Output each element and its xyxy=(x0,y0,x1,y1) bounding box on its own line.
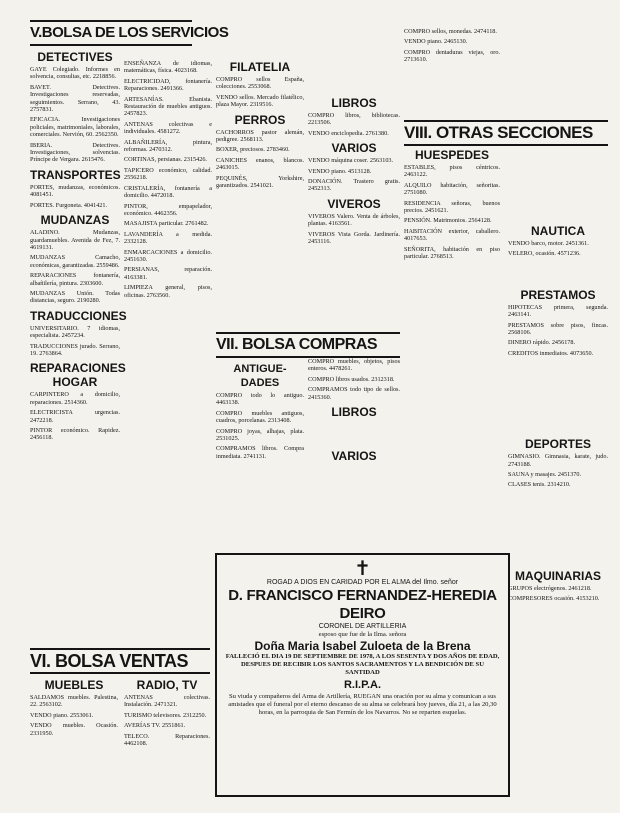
compras-left xyxy=(216,358,304,465)
ad-huespedes-3: RESIDENCIA señoras, buenos precios. 2451621. xyxy=(404,199,500,215)
ad-huespedes-5: HABITACIÓN exterior, caballero. 4017653. xyxy=(404,227,500,243)
ad-transportes-2: PORTES. Furgoneta. 4041421. xyxy=(30,201,108,209)
ad-radio-3: AVERÍAS TV. 2551861. xyxy=(124,722,186,730)
section-title-otras: VIII. OTRAS SECCIONES xyxy=(404,120,608,146)
ad-compras-6: COMPRO libros usados. 2312318. xyxy=(308,375,395,383)
ad-detectives-1: GAYE Colegiado. Informes en solvencia, consultas, etc. 2218856. xyxy=(30,66,120,81)
heading-deportes: DEPORTES xyxy=(524,437,591,452)
ad-huespedes-1: ESTABLES, pisos céntricos. 2463122. xyxy=(404,164,500,179)
section-title-servicios: V.BOLSA DE LOS SERVICIOS xyxy=(30,20,192,46)
ad-reparaciones-3: PINTOR económico. Rapidez. 2456118. xyxy=(30,427,120,442)
ad-transportes-1: PORTES, mudanzas, económicos. 4081451. xyxy=(30,183,120,199)
ad-deportes-2: SAUNA y masajes. 2451370. xyxy=(508,471,582,479)
heading-radio-tv: RADIO, TV xyxy=(136,678,198,692)
ad-radio-2: TURISMO televisores. 2312250. xyxy=(124,711,207,719)
ad-radio-4: TELECO. Reparaciones. 4462108. xyxy=(124,732,210,748)
ad-deportes-3: CLASES tenis. 2314210. xyxy=(508,481,571,489)
column-3 xyxy=(216,20,304,192)
otras-block xyxy=(404,120,608,146)
ad-libros-2: VENDO enciclopedia. 2761380. xyxy=(308,129,389,137)
ad-col2-4: ANTENAS colectivas e individuales. 4581272. xyxy=(124,120,212,136)
ad-compras-5: COMPRO muebles, objetos, pisos enteros. 4478261. xyxy=(308,358,400,373)
ad-detectives-3: EFICACIA. Investigaciones policiales, matrimoniales, laborales, comerciales. Nervión, 60. 2562350. xyxy=(30,116,120,139)
obituary-title: CORONEL DE ARTILLERIA xyxy=(318,623,407,630)
heading-traducciones: TRADUCCIONES xyxy=(30,308,127,323)
ad-prestamos-2: PRESTAMOS sobre pisos, fincas. 2568106. xyxy=(508,321,608,337)
heading-antiguedades: ANTIGUE-DADES xyxy=(233,363,287,389)
heading-transportes: TRANSPORTES xyxy=(30,167,121,182)
ad-nautica-1: VENDO barco, motor. 2451361. xyxy=(508,240,589,247)
ad-viveros-1: VIVEROS Valero. Venta de árboles, plantas. 4163561. xyxy=(308,212,400,228)
obituary-rip: R.I.P.A. xyxy=(343,679,382,691)
ad-compras-2: COMPRO muebles antiguos, cuadros, porcelanas. 2313408. xyxy=(216,409,304,425)
ad-filatelia-1: COMPRO sellos España, colecciones. 2553068. xyxy=(216,76,304,91)
ad-col2-7: TAPICERO económico, calidad. 2556218. xyxy=(124,166,212,182)
ad-reparaciones-1: CARPINTERO a domicilio, reparaciones. 2514360. xyxy=(30,391,120,406)
ad-huespedes-4: PENSIÓN. Matrimonios. 2564128. xyxy=(404,217,492,225)
compras-columns xyxy=(216,358,400,465)
obituary-name: D. FRANCISCO FERNANDEZ-HEREDIA DEIRO xyxy=(228,587,497,622)
heading-varios: VARIOS xyxy=(331,141,377,156)
ad-compras-4: COMPRAMOS libros. Compra inmediata. 2741131. xyxy=(216,445,304,460)
ad-col2-1: ENSEÑANZA de idiomas, matemáticas, física. 4023168. xyxy=(124,60,212,75)
ad-col5-top-1: COMPRO sellos, monedas. 2474118. xyxy=(404,28,497,35)
section-title-compras: VII. BOLSA COMPRAS xyxy=(216,332,400,358)
compras-block xyxy=(216,332,400,465)
cross-icon: ✝ xyxy=(354,558,371,580)
ad-col2-12: ENMARCACIONES a domicilio. 2451630. xyxy=(124,248,212,263)
ad-reparaciones-2: ELECTRICISTA urgencias. 2472218. xyxy=(30,409,120,424)
ad-detectives-4: IBERIA. Detectives. Investigaciones, solvencias. Príncipe de Vergara. 2615476. xyxy=(30,141,120,164)
ad-filatelia-2: VENDO sellos. Mercado filatélico, plaza Mayor. 2319516. xyxy=(216,93,304,109)
obituary-spouse-intro: esposo que fue de la Ilma. señora xyxy=(318,631,407,638)
ad-varios-1: VENDO máquina coser. 2563103. xyxy=(308,157,394,165)
ad-varios-2: VENDO piano. 4513128. xyxy=(308,167,372,175)
ad-muebles-2: VENDO piano. 2553061. xyxy=(30,711,94,719)
heading-filatelia: FILATELIA xyxy=(229,60,291,74)
ad-maquinarias-1: GRUPOS electrógenos. 2461218. xyxy=(508,584,592,592)
column-5 xyxy=(404,20,500,67)
heading-prestamos: PRESTAMOS xyxy=(520,287,596,302)
heading-huespedes: HUESPEDES xyxy=(414,148,490,162)
ventas-muebles xyxy=(30,674,118,750)
ad-col2-11: LAVANDERÍA a medida. 2332128. xyxy=(124,230,212,246)
ad-mudanzas-2: MUDANZAS Camacho, económicas, garantizadas. 2559486. xyxy=(30,254,120,269)
ad-col2-9: PINTOR, empapelador, económico. 4462356. xyxy=(124,202,212,217)
ad-col5-top-2: VENDO piano. 2465130. xyxy=(404,38,468,46)
ad-viveros-2: VIVEROS Vista Gorda. Jardinería. 2453116. xyxy=(308,230,400,246)
ad-col2-3: ARTESANÍAS. Ebanista. Restauración de muebles antiguos. 2457823. xyxy=(124,95,212,118)
obituary-spouse: Doña Maria Isabel Zuloeta de la Brena xyxy=(254,639,471,653)
heading-perros: PERROS xyxy=(234,112,286,127)
ad-deportes-1: GIMNASIO. Gimnasia, karate, judo. 2743188. xyxy=(508,453,608,468)
heading-libros-compras: LIBROS xyxy=(331,405,377,420)
ventas-block xyxy=(30,648,210,750)
ad-col2-14: LIMPIEZA general, pisos, oficinas. 2763560. xyxy=(124,284,212,299)
ad-traducciones-2: TRADUCCIONES jurado. Serrano, 19. 2763864. xyxy=(30,342,120,357)
ad-compras-1: COMPRO todo lo antiguo. 4463138. xyxy=(216,392,304,407)
ad-libros-1: COMPRO libros, bibliotecas. 2213506. xyxy=(308,112,400,127)
ad-compras-7: COMPRAMOS todo tipo de sellos. 2415360. xyxy=(308,386,400,401)
classifieds-page xyxy=(30,20,608,800)
ad-prestamos-4: CREDITOS inmediatos. 4073650. xyxy=(508,349,594,357)
ad-mudanzas-1: ALADINO. Mudanzas, guardamuebles. Avenida de Fez, 7. 4619131. xyxy=(30,229,120,251)
ad-perros-1: CACHORROS pastor alemán, pedigree. 2568113. xyxy=(216,128,304,144)
ad-col5-top-3: COMPRO dentaduras viejas, oro. 2713610. xyxy=(404,48,500,64)
huespedes-block xyxy=(404,144,500,263)
column-6 xyxy=(508,220,608,606)
ad-traducciones-1: UNIVERSITARIO. 7 idiomas, especialista. 2457234. xyxy=(30,324,120,340)
ad-muebles-1: SALDAMOS muebles. Palestina, 22. 2563102. xyxy=(30,694,118,709)
column-2 xyxy=(124,60,212,302)
obituary-death: FALLECIÓ EL DIA 19 DE SEPTIEMBRE DE 1978, A LOS SESENTA Y DOS AÑOS DE EDAD, DESPUES DE RECIBIR LOS SANTOS SACRAMENTOS Y LA BENDICIÓN DE SU SANTIDAD xyxy=(225,653,500,676)
ad-col2-10: MASAJISTA particular. 2761482. xyxy=(124,220,209,228)
heading-reparaciones: REPARACIONES HOGAR xyxy=(30,361,126,390)
ad-perros-3: CANICHES enanos, blancos. 2463015. xyxy=(216,156,304,172)
ad-mudanzas-3: REPARACIONES fontanería, albañilería, pintura. 2303600. xyxy=(30,272,120,287)
ad-prestamos-3: DINERO rápido. 2456178. xyxy=(508,339,576,347)
ad-nautica-2: VELERO, ocasión. 4571236. xyxy=(508,250,581,258)
ad-varios-3: DONACIÓN. Trastero gratis. 2452313. xyxy=(308,178,400,193)
ad-perros-4: PEQUINÉS, Yorkshire, garantizados. 2541021. xyxy=(216,174,304,190)
ad-mudanzas-4: MUDANZAS Unión. Todas distancias, seguro. 2190280. xyxy=(30,289,120,305)
ad-col2-2: ELECTRICIDAD, fontanería. Reparaciones. 2491366. xyxy=(124,77,212,93)
ad-detectives-2: BAVET. Detectives. Investigaciones reservadas, seguimientos. Serrano, 43. 2757831. xyxy=(30,83,120,114)
ad-col2-5: ALBAÑILERÍA, pintura, reformas. 2470312. xyxy=(124,138,212,154)
ventas-radio-tv xyxy=(124,674,210,750)
column-4 xyxy=(308,20,400,248)
ad-col2-13: PERSIANAS, reparación. 4163381. xyxy=(124,266,212,281)
ad-huespedes-2: ALQUILO habitación, señoritas. 2751080. xyxy=(404,181,500,197)
ad-col2-8: CRISTALERÍA, fontanería a domicilio. 4472018. xyxy=(124,184,212,200)
obituary-body: Su viuda y compañeros del Arma de Artillería, RUEGAN una oración por su alma y comunican a sus amistades que el funeral por el eterno descanso de su alma se celebrará hoy jueves, día 21, a las 20,30 horas, en la parroquia de San Fermín de los Navarros. No se reparten esquelas. xyxy=(228,693,497,716)
heading-viveros: VIVEROS xyxy=(327,196,381,211)
ad-huespedes-6: SEÑORITA, habitación en piso particular. 2768513. xyxy=(404,245,500,261)
section-title-ventas: VI. BOLSA VENTAS xyxy=(30,648,210,674)
heading-muebles: MUEBLES xyxy=(44,678,104,692)
ad-compras-3: COMPRO joyas, alhajas, plata. 2531025. xyxy=(216,427,304,443)
ventas-columns xyxy=(30,674,210,750)
heading-nautica: NAUTICA xyxy=(531,224,585,238)
obituary-intro: ROGAD A DIOS EN CARIDAD POR EL ALMA del Ilmo. señor xyxy=(266,579,459,586)
heading-maquinarias: MAQUINARIAS xyxy=(515,568,601,583)
ad-col2-6: CORTINAS, persianas. 2315426. xyxy=(124,156,207,164)
heading-detectives: DETECTIVES xyxy=(37,50,113,64)
obituary-notice xyxy=(215,553,510,797)
ad-perros-2: BOXER, preciosos. 2783460. xyxy=(216,146,290,154)
ad-prestamos-1: HIPOTECAS primera, segunda. 2463141. xyxy=(508,303,608,319)
heading-libros: LIBROS xyxy=(331,96,377,110)
heading-varios-compras: VARIOS xyxy=(331,449,377,464)
detectives-list xyxy=(30,66,120,164)
heading-mudanzas: MUDANZAS xyxy=(40,213,110,228)
ad-maquinarias-2: COMPRESORES ocasión. 4153210. xyxy=(508,595,600,603)
ad-muebles-3: VENDO muebles. Ocasión. 2331950. xyxy=(30,722,118,737)
compras-right xyxy=(308,358,400,465)
ad-radio-1: ANTENAS colectivas. Instalación. 2471321. xyxy=(124,694,210,709)
